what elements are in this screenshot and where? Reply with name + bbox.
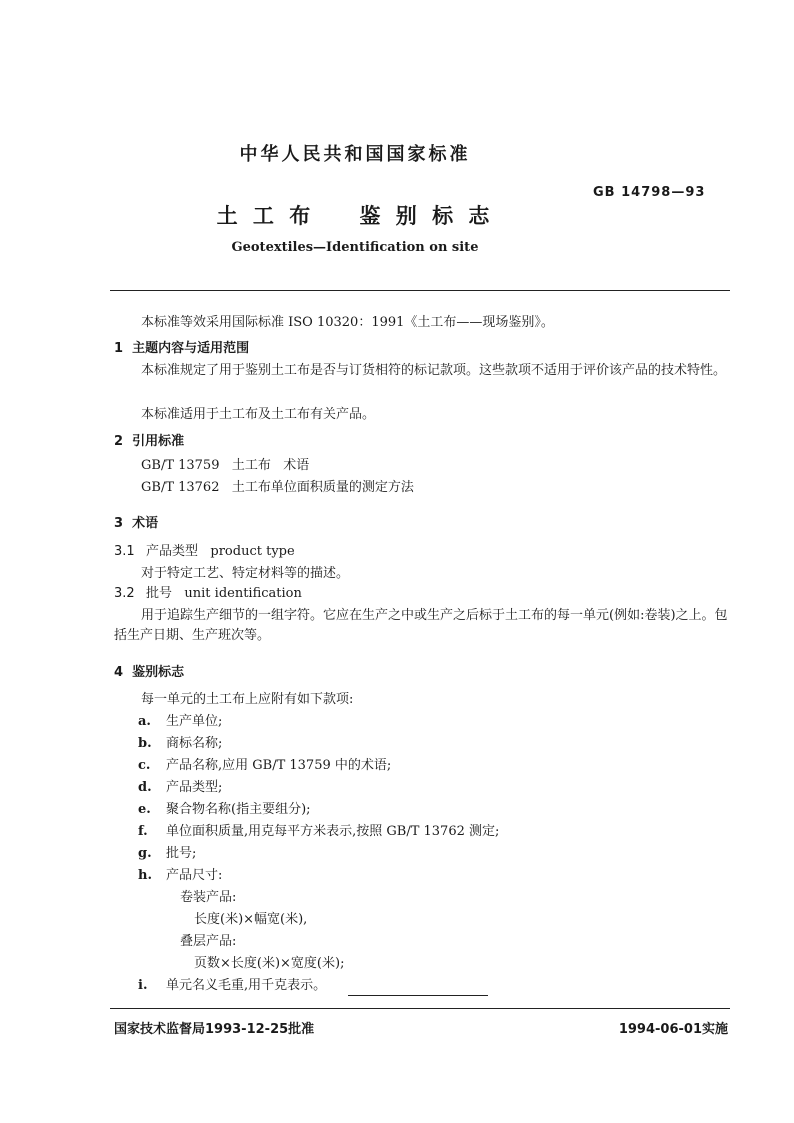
sub-item: 叠层产品: [180, 934, 237, 949]
item-key: a. [138, 714, 151, 729]
list-item: 生产单位; [166, 714, 223, 729]
effective-date: 1994-06-01实施 [618, 1022, 728, 1037]
list-item: 商标名称; [166, 736, 223, 751]
term-2-definition: 用于追踪生产细节的一组字符。它应在生产之中或生产之后标于土工布的每一单元(例如:卷装)之上。包括生产日期、生产班次等。 [114, 608, 728, 643]
section-4-heading: 4 鉴别标志 [114, 665, 185, 680]
approval-date: 国家技术监督局1993-12-25批准 [114, 1022, 315, 1037]
term-1-number: 3.1 [114, 544, 135, 559]
list-item: 产品尺寸: [166, 868, 223, 883]
document-title-english: Geotextiles—Identification on site [231, 240, 479, 255]
list-item: 单元名义毛重,用千克表示。 [166, 978, 327, 993]
sub-item: 长度(米)×幅宽(米), [194, 912, 308, 927]
section-4-lead: 每一单元的土工布上应附有如下款项: [141, 692, 354, 707]
reference-2: GB/T 13762 土工布单位面积质量的测定方法 [141, 480, 414, 495]
term-2-number: 3.2 [114, 586, 135, 601]
term-1-definition: 对于特定工艺、特定材料等的描述。 [141, 566, 350, 581]
list-item: 批号; [166, 846, 197, 861]
sub-item: 页数×长度(米)×宽度(米); [194, 956, 345, 971]
section-1-heading: 1 主题内容与适用范围 [114, 341, 250, 356]
item-key: d. [138, 780, 152, 795]
section-2-heading: 2 引用标准 [114, 434, 185, 449]
sub-item: 卷装产品: [180, 890, 237, 905]
term-1-name: 产品类型 product type [146, 544, 295, 559]
footer-rule [110, 1008, 730, 1009]
reference-1: GB/T 13759 土工布 术语 [141, 458, 310, 473]
term-2-name: 批号 unit identification [146, 586, 302, 601]
section-1-paragraph-2: 本标准适用于土工布及土工布有关产品。 [141, 407, 376, 422]
item-key: i. [138, 978, 148, 993]
item-key: f. [138, 824, 148, 839]
list-item: 产品类型; [166, 780, 223, 795]
end-rule [348, 995, 488, 996]
list-item: 聚合物名称(指主要组分); [166, 802, 311, 817]
section-3-heading: 3 术语 [114, 516, 159, 531]
item-key: b. [138, 736, 152, 751]
issuing-authority: 中华人民共和国国家标准 [239, 144, 471, 165]
list-item: 产品名称,应用 GB/T 13759 中的术语; [166, 758, 392, 773]
header-rule [110, 290, 730, 291]
list-item: 单位面积质量,用克每平方米表示,按照 GB/T 13762 测定; [166, 824, 500, 839]
section-1-paragraph-1: 本标准规定了用于鉴别土工布是否与订货相符的标记款项。这些款项不适用于评价该产品的技术特性。 [141, 363, 727, 378]
document-title: 土 工 布 鉴 别 标 志 [216, 204, 494, 228]
standard-number: GB 14798—93 [593, 185, 706, 200]
item-key: h. [138, 868, 152, 883]
intro-text: 本标准等效采用国际标准 ISO 10320：1991《土工布——现场鉴别》。 [141, 315, 554, 330]
item-key: g. [138, 846, 152, 861]
item-key: e. [138, 802, 151, 817]
item-key: c. [138, 758, 151, 773]
